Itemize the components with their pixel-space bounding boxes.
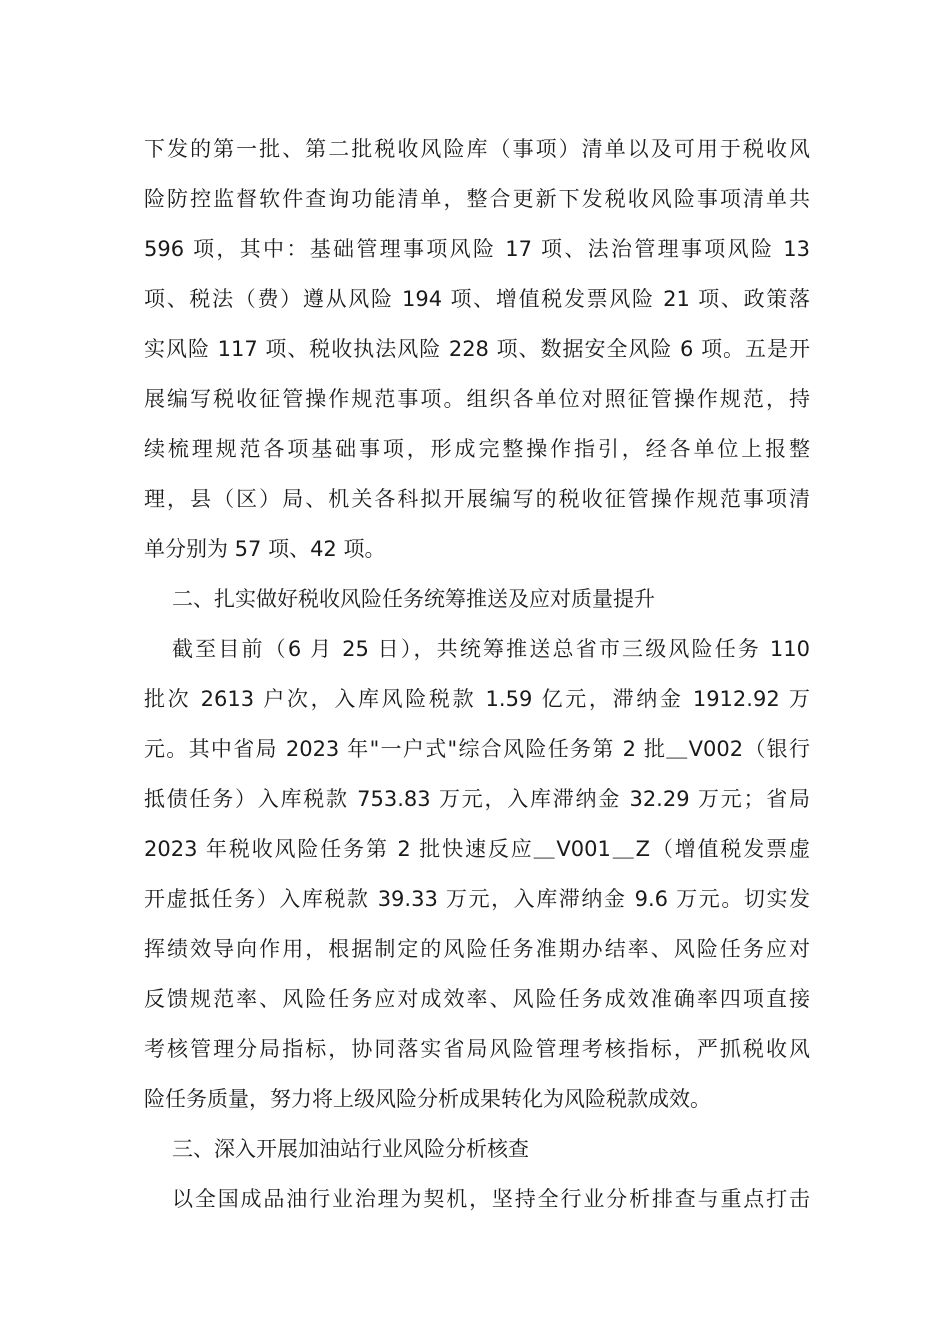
text-line: 596 项，其中：基础管理事项风险 17 项、法治管理事项风险 13 xyxy=(144,237,810,261)
text-line: 单分别为 57 项、42 项。 xyxy=(144,537,386,561)
text-line: 批次 2613 户次，入库风险税款 1.59 亿元，滞纳金 1912.92 万 xyxy=(144,687,810,711)
text-line: 以全国成品油行业治理为契机，坚持全行业分析排查与重点打击 xyxy=(172,1187,810,1211)
text-line: 考核管理分局指标，协同落实省局风险管理考核指标，严抓税收风 xyxy=(144,1037,810,1061)
text-line: 截至目前（6 月 25 日），共统筹推送总省市三级风险任务 110 xyxy=(172,637,810,661)
text-line: 展编写税收征管操作规范事项。组织各单位对照征管操作规范，持 xyxy=(144,387,810,411)
text-line: 反馈规范率、风险任务应对成效率、风险任务成效准确率四项直接 xyxy=(144,987,810,1011)
text-line: 实风险 117 项、税收执法风险 228 项、数据安全风险 6 项。五是开 xyxy=(144,337,810,361)
text-line: 险任务质量，努力将上级风险分析成果转化为风险税款成效。 xyxy=(144,1087,711,1111)
section-heading: 二、扎实做好税收风险任务统筹推送及应对质量提升 xyxy=(172,587,655,611)
text-line: 下发的第一批、第二批税收风险库（事项）清单以及可用于税收风 xyxy=(144,137,810,161)
text-line: 抵债任务）入库税款 753.83 万元，入库滞纳金 32.29 万元；省局 xyxy=(144,787,810,811)
section-heading: 三、深入开展加油站行业风险分析核查 xyxy=(172,1137,529,1161)
text-line: 理，县（区）局、机关各科拟开展编写的税收征管操作规范事项清 xyxy=(144,487,810,511)
text-line: 开虚抵任务）入库税款 39.33 万元，入库滞纳金 9.6 万元。切实发 xyxy=(144,887,810,911)
text-line: 项、税法（费）遵从风险 194 项、增值税发票风险 21 项、政策落 xyxy=(144,287,810,311)
text-line: 元。其中省局 2023 年"一户式"综合风险任务第 2 批＿V002（银行 xyxy=(144,737,810,761)
text-line: 续梳理规范各项基础事项，形成完整操作指引，经各单位上报整 xyxy=(144,437,810,461)
text-line: 2023 年税收风险任务第 2 批快速反应＿V001＿Z（增值税发票虚 xyxy=(144,837,810,861)
text-line: 险防控监督软件查询功能清单，整合更新下发税收风险事项清单共 xyxy=(144,187,810,211)
document-body xyxy=(144,124,810,1224)
text-line: 挥绩效导向作用，根据制定的风险任务准期办结率、风险任务应对 xyxy=(144,937,810,961)
